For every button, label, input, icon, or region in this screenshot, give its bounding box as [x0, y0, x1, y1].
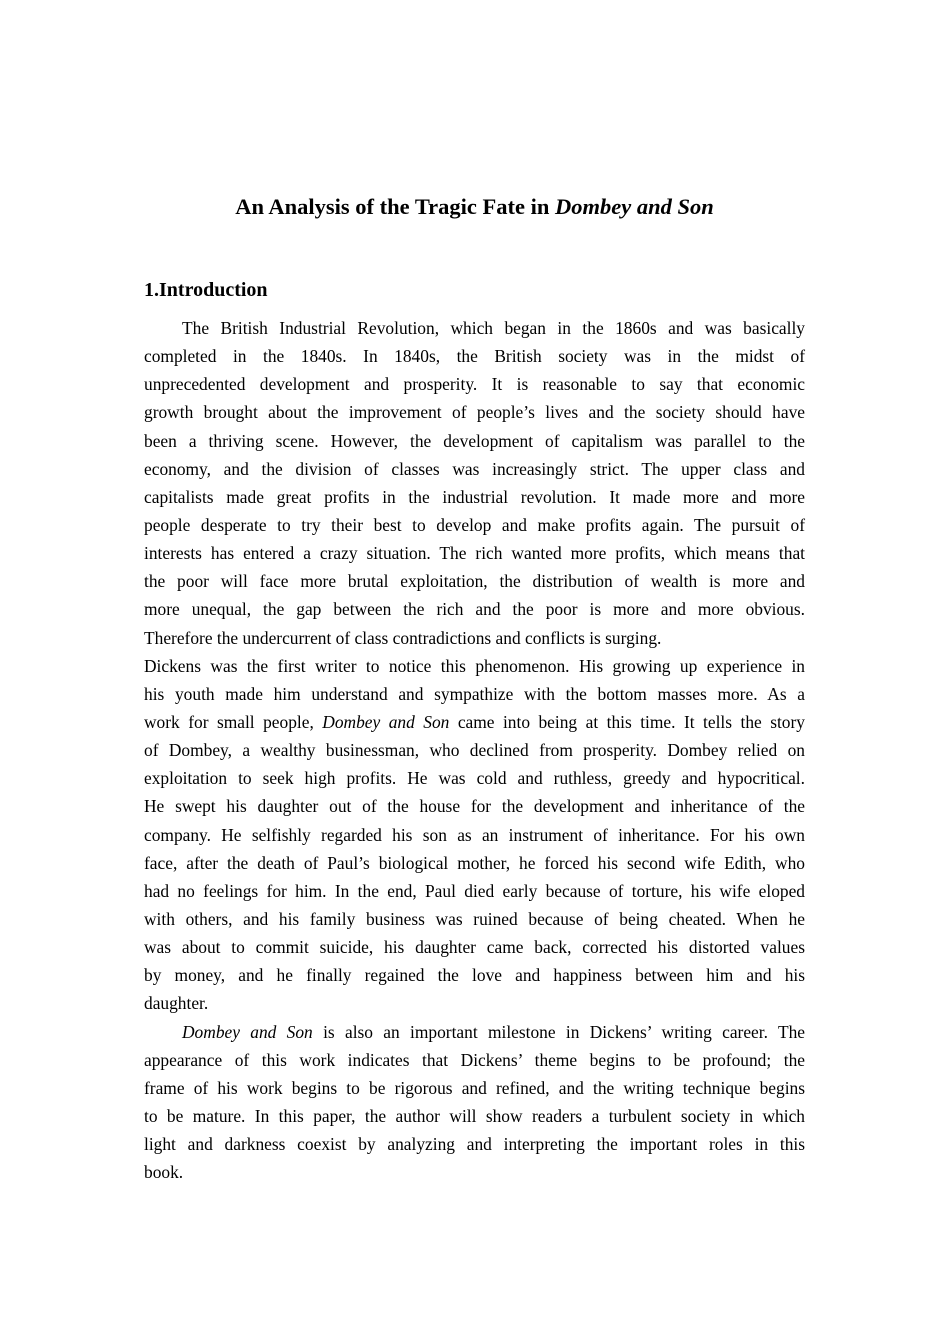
text-line: He swept his daughter out of the house for the development and inheritance of the — [144, 796, 805, 817]
text-line: completed in the 1840s. In 1840s, the British society was in the midst of — [144, 346, 805, 367]
text-line: capitalists made great profits in the industrial revolution. It made more and more — [144, 486, 805, 507]
section-body — [144, 314, 805, 1186]
paragraph — [144, 652, 805, 1018]
text-line: by money, and he finally regained the love and happiness between him and his — [144, 965, 805, 986]
text-line: the poor will face more brutal exploitation, the distribution of wealth is more and — [144, 571, 805, 592]
section-heading: 1.Introduction — [144, 279, 268, 301]
text-line: growth brought about the improvement of people’s lives and the society should have — [144, 402, 805, 423]
text-line: economy, and the division of classes was increasingly strict. The upper class and — [144, 458, 805, 479]
text-line: Therefore the undercurrent of class contradictions and conflicts is surging. — [144, 627, 662, 648]
text-line: more unequal, the gap between the rich and the poor is more and more obvious. — [144, 599, 805, 620]
text-line: was about to commit suicide, his daughter came back, corrected his distorted values — [144, 937, 805, 958]
text-line: appearance of this work indicates that Dickens’ theme begins to be profound; the — [144, 1049, 805, 1070]
text-line: of Dombey, a wealthy businessman, who declined from prosperity. Dombey relied on — [144, 740, 805, 761]
title-text: An Analysis of the Tragic Fate in — [235, 194, 556, 219]
text-line: face, after the death of Paul’s biological mother, he forced his second wife Edith, who — [144, 852, 805, 873]
text-line: frame of his work begins to be rigorous and refined, and the writing technique begins — [144, 1077, 805, 1098]
text-line: been a thriving scene. However, the development of capitalism was parallel to the — [144, 430, 805, 451]
document-title — [144, 192, 805, 222]
text-line: work for small people, Dombey and Son came into being at this time. It tells the story — [144, 711, 805, 732]
text-line: light and darkness coexist by analyzing and interpreting the important roles in this — [144, 1134, 805, 1155]
text-line: had no feelings for him. In the end, Paul died early because of torture, his wife eloped — [144, 880, 805, 901]
text-line: people desperate to try their best to develop and make profits again. The pursuit of — [144, 514, 805, 535]
text-line: to be mature. In this paper, the author will show readers a turbulent society in which — [144, 1105, 805, 1126]
text-line: his youth made him understand and sympathize with the bottom masses more. As a — [144, 683, 805, 704]
paragraph — [144, 1018, 805, 1187]
paragraph — [144, 314, 805, 652]
title-book-name: Dombey and Son — [555, 194, 714, 219]
text-line: book. — [144, 1162, 184, 1183]
text-line: company. He selfishly regarded his son as an instrument of inheritance. For his own — [144, 824, 805, 845]
book-title-italic: Dombey and Son — [182, 1021, 313, 1042]
text-line: interests has entered a crazy situation. The rich wanted more profits, which means that — [144, 543, 805, 564]
text-line: Dombey and Son is also an important milestone in Dickens’ writing career. The — [182, 1021, 805, 1042]
text-line: The British Industrial Revolution, which began in the 1860s and was basically — [182, 318, 805, 338]
book-title-italic: Dombey and Son — [322, 711, 450, 732]
text-line: unprecedented development and prosperity. It is reasonable to say that economic — [144, 374, 805, 395]
text-line: exploitation to seek high profits. He was cold and ruthless, greedy and hypocritical. — [144, 768, 805, 789]
text-line: daughter. — [144, 993, 209, 1014]
text-line: with others, and his family business was ruined because of being cheated. When he — [144, 908, 805, 929]
text-line: Dickens was the first writer to notice this phenomenon. His growing up experience in — [144, 655, 805, 676]
